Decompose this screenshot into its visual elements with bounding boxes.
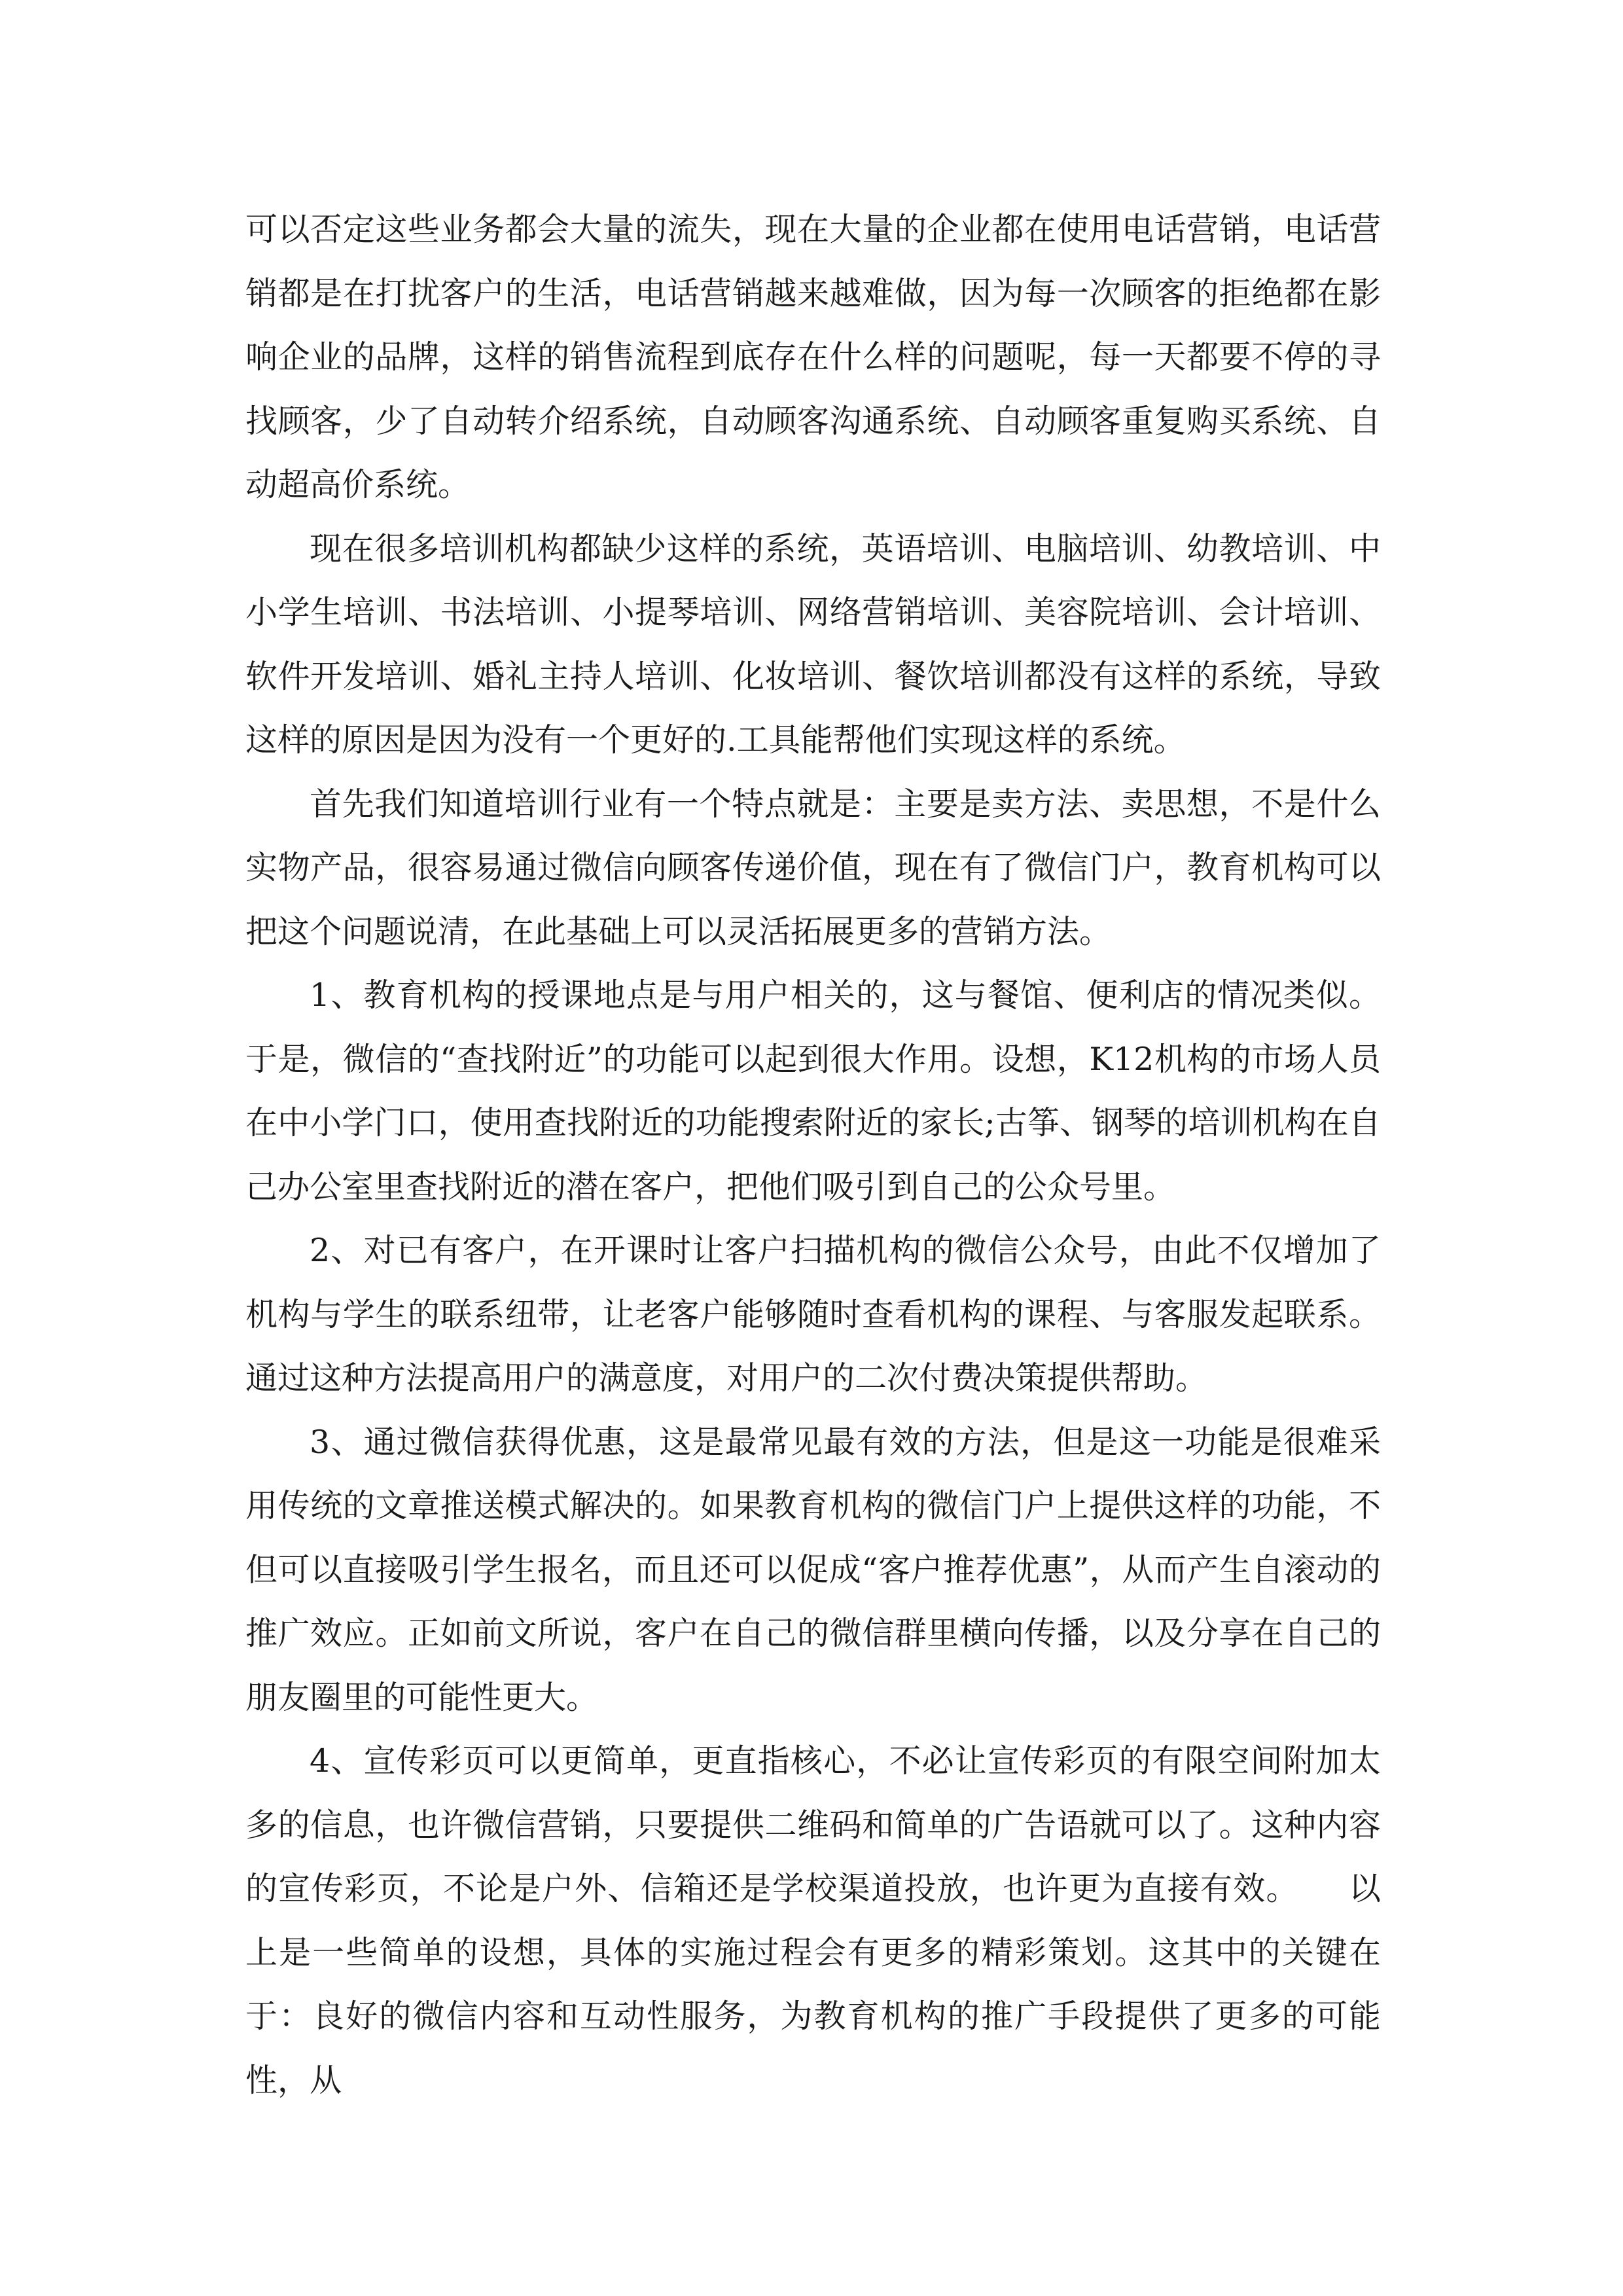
paragraph-1: 可以否定这些业务都会大量的流失，现在大量的企业都在使用电话营销，电话营销都是在打扰客户的生活，电话营销越来越难做，因为每一次顾客的拒绝都在影响企业的品牌，这样的销售流程到底存在什么样的问题呢，每一天都要不停的寻找顾客，少了自动转介绍系统，自动顾客沟通系统、自动顾客重复购买系统、自动超高价系统。 <box>245 211 1381 503</box>
paragraph-4: 1、教育机构的授课地点是与用户相关的，这与餐馆、便利店的情况类似。于是，微信的“查找附近”的功能可以起到很大作用。设想，K12机构的市场人员在中小学门口，使用查找附近的功能搜索附近的家长;古筝、钢琴的培训机构在自己办公室里查找附近的潜在客户，把他们吸引到自己的公众号里。 <box>245 977 1381 1206</box>
paragraph-6: 3、通过微信获得优惠，这是最常见最有效的方法，但是这一功能是很难采用传统的文章推送模式解决的。如果教育机构的微信门户上提供这样的功能，不但可以直接吸引学生报名，而且还可以促成“客户推荐优惠”，从而产生自滚动的推广效应。正如前文所说，客户在自己的微信群里横向传播，以及分享在自己的朋友圈里的可能性更大。 <box>245 1423 1381 1716</box>
paragraph-3: 首先我们知道培训行业有一个特点就是：主要是卖方法、卖思想，不是什么实物产品，很容易通过微信向顾客传递价值，现在有了微信门户，教育机构可以把这个问题说清，在此基础上可以灵活拓展更多的营销方法。 <box>245 785 1381 950</box>
paragraph-7: 4、宣传彩页可以更简单，更直指核心，不必让宣传彩页的有限空间附加太多的信息，也许微信营销，只要提供二维码和简单的广告语就可以了。这种内容的宣传彩页，不论是户外、信箱还是学校渠道投放，也许更为直接有效。 以上是一些简单的设想，具体的实施过程会有更多的精彩策划。这其中的关键在于：良好的微信内容和互动性服务，为教育机构的推广手段提供了更多的可能性，从 <box>245 1742 1381 2099</box>
body-text <box>245 198 1381 2112</box>
paragraph-5: 2、对已有客户，在开课时让客户扫描机构的微信公众号，由此不仅增加了机构与学生的联系纽带，让老客户能够随时查看机构的课程、与客服发起联系。通过这种方法提高用户的满意度，对用户的二次付费决策提供帮助。 <box>245 1232 1381 1397</box>
paragraph-2: 现在很多培训机构都缺少这样的系统，英语培训、电脑培训、幼教培训、中小学生培训、书法培训、小提琴培训、网络营销培训、美容院培训、会计培训、软件开发培训、婚礼主持人培训、化妆培训、餐饮培训都没有这样的系统，导致这样的原因是因为没有一个更好的.工具能帮他们实现这样的系统。 <box>245 529 1381 759</box>
